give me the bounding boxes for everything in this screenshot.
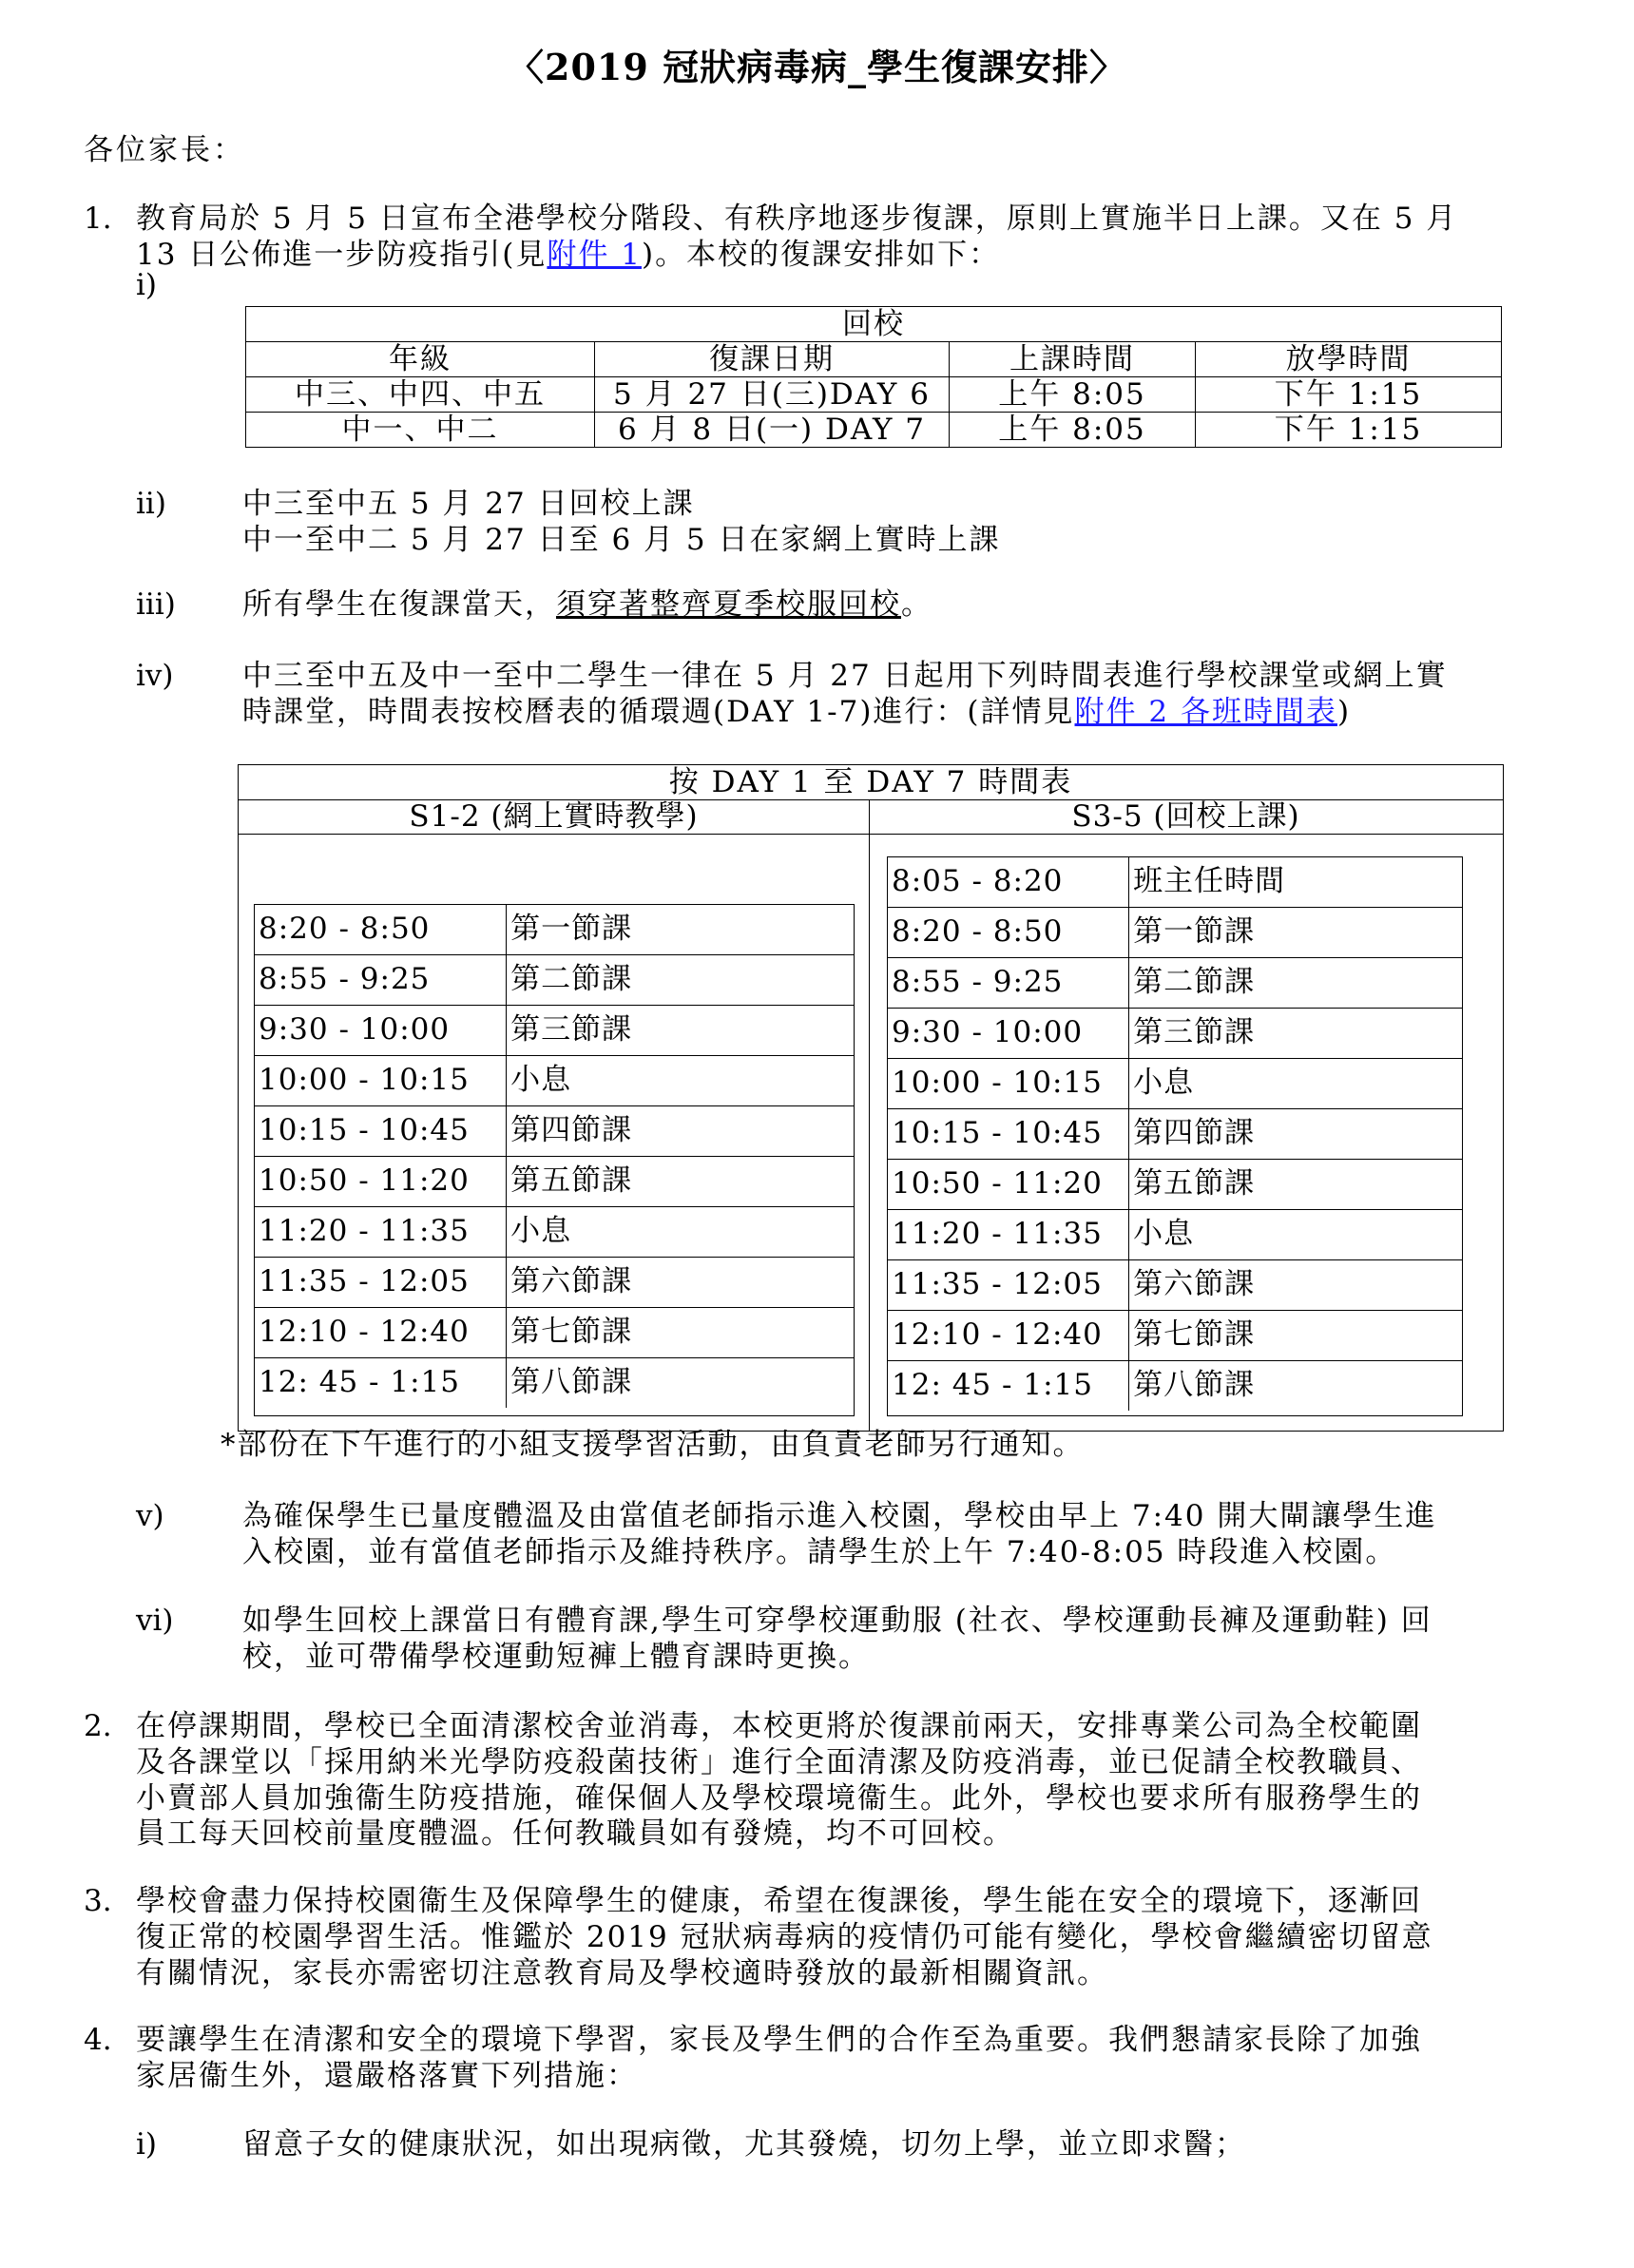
table-cell: 中三、中四、中五 [246,377,595,413]
sub-v-text [242,1499,1554,1571]
s1-2-timetable [254,904,855,1416]
item3-line: 復正常的校園學習生活。惟鑑於 2019 冠狀病毒病的疫情仍可能有變化，學校會繼續密切留意 [136,1919,1433,1954]
timetable-row [888,958,1462,1009]
timetable-row [255,1308,854,1358]
page-title: 〈2019 冠狀病毒病_學生復課安排〉 [508,46,1126,88]
item3-paragraph [136,1884,1543,1991]
table-row [246,377,1502,413]
period-time: 8:20 - 8:50 [255,905,507,955]
sub-label: ii) [136,487,166,521]
period-time: 10:15 - 10:45 [255,1106,507,1157]
timetable-row [888,1311,1462,1361]
item3-line: 學校會盡力保持校園衞生及保障學生的健康，希望在復課後，學生能在安全的環境下，逐漸回 [136,1884,1422,1918]
period-time: 8:05 - 8:20 [888,857,1129,908]
timetable-row [255,1207,854,1258]
period-time: 10:15 - 10:45 [888,1109,1129,1160]
timetable-note: *部份在下午進行的小組支援學習活動，由負責老師另行通知。 [221,1428,1085,1462]
period-time: 11:35 - 12:05 [888,1260,1129,1311]
sub-label: iii) [136,587,176,622]
table-cell: 下午 1:15 [1196,413,1502,448]
sub-v-line: 入校園，並有當值老師指示及維持秩序。請學生於上午 7:40-8:05 時段進入校園。 [242,1534,1397,1569]
period-name: 第六節課 [1129,1260,1462,1311]
period-name: 第三節課 [1129,1009,1462,1059]
item1-line: 教育局於 5 月 5 日宣布全港學校分階段、有秩序地逐步復課，原則上實施半日上課。又在 5 月 [136,202,1458,236]
sub-vi-line: 校，並可帶備學校運動短褲上體育課時更換。 [242,1639,870,1674]
s1-2-table [255,905,854,1408]
table-cell: 中一、中二 [246,413,595,448]
sub-iii-pre: 所有學生在復課當天， [242,587,556,622]
item-number: 2. [84,1709,112,1743]
item-number: 1. [84,202,112,236]
sub-label: i) [136,2127,158,2162]
column-divider [869,799,870,1431]
period-time: 10:00 - 10:15 [888,1059,1129,1109]
sub-ii-line: 中一至中二 5 月 27 日至 6 月 5 日在家網上實時上課 [242,522,1001,557]
sub-label: i) [136,268,158,302]
table-row [246,307,1502,342]
timetable-row [255,905,854,955]
s3-5-table [888,857,1462,1411]
period-name: 第二節課 [507,955,854,1006]
item2-line: 員工每天回校前量度體溫。任何教職員如有發燒，均不可回校。 [136,1816,1014,1852]
sub-ii-line: 中三至中五 5 月 27 日回校上課 [242,487,695,521]
sub-iv-line-text: ) [1336,694,1352,729]
sub-label: v) [136,1499,164,1533]
timetable-row [888,1109,1462,1160]
item1-paragraph [136,202,1543,274]
timetable-row [888,1160,1462,1210]
period-name: 第八節課 [507,1358,854,1409]
s3-5-timetable [887,856,1463,1416]
period-name: 第七節課 [507,1308,854,1358]
table-header-row [246,342,1502,377]
timetable-row [888,1260,1462,1311]
table-cell: 6 月 8 日(一) DAY 7 [595,413,950,448]
timetable-row [255,1157,854,1207]
timetable-row [255,1006,854,1056]
period-name: 第一節課 [1129,908,1462,958]
period-time: 11:20 - 11:35 [888,1210,1129,1260]
period-name: 第四節課 [1129,1109,1462,1160]
period-name: 班主任時間 [1129,857,1462,908]
sub-vi-line: 如學生回校上課當日有體育課,學生可穿學校運動服 (社衣、學校運動長褲及運動鞋) 回 [242,1604,1432,1638]
period-time: 9:30 - 10:00 [255,1006,507,1056]
period-name: 第一節課 [507,905,854,955]
sub-iii-text [242,587,1535,624]
period-name: 第二節課 [1129,958,1462,1009]
item-number: 3. [84,1884,112,1918]
sub-label: iv) [136,659,174,693]
table-header-cell: 放學時間 [1196,342,1502,377]
period-name: 小息 [507,1056,854,1106]
period-name: 第八節課 [1129,1361,1462,1412]
timetable-row [255,1106,854,1157]
sub-iii-post: 。 [901,587,932,622]
period-time: 10:50 - 11:20 [888,1160,1129,1210]
timetable-row [888,1361,1462,1412]
item4-sub-i-text: 留意子女的健康狀況，如出現病徵，尤其發燒，切勿上學，並立即求醫； [242,2127,1246,2162]
item2-line: 及各課堂以「採用納米光學防疫殺菌技術」進行全面清潔及防疫消毒，並已促請全校教職員、 [136,1744,1422,1779]
timetable-row [888,1059,1462,1109]
item2-paragraph [136,1709,1543,1853]
period-time: 12:10 - 12:40 [888,1311,1129,1361]
period-time: 9:30 - 10:00 [888,1009,1129,1059]
table-cell: 上午 8:05 [950,377,1196,413]
timetable-title: 按 DAY 1 至 DAY 7 時間表 [239,765,1503,800]
sub-vi-text [242,1604,1554,1676]
timetable-right-title: S3-5 (回校上課) [869,799,1503,835]
sub-ii-text [242,487,1535,559]
table-cell: 下午 1:15 [1196,377,1502,413]
timetable-row [255,955,854,1006]
period-name: 小息 [507,1207,854,1258]
table-cell: 5 月 27 日(三)DAY 6 [595,377,950,413]
period-time: 10:50 - 11:20 [255,1157,507,1207]
table-header-cell: 復課日期 [595,342,950,377]
sub-iv-line [242,695,1554,731]
return-schedule-table [245,306,1502,448]
attachment-2-link[interactable]: 附件 2 各班時間表 [1074,694,1337,729]
item1-line-text: 13 日公佈進一步防疫指引(見 [136,237,548,272]
timetable-row [888,1210,1462,1260]
item1-line-text: )。本校的復課安排如下： [641,237,1001,272]
period-time: 12: 45 - 1:15 [255,1358,507,1409]
timetable-row [888,908,1462,958]
greeting: 各位家長： [84,133,245,167]
period-name: 小息 [1129,1059,1462,1109]
item3-line: 有關情況，家長亦需密切注意教育局及學校適時發放的最新相關資訊。 [136,1955,1108,1990]
timetable-row [255,1056,854,1106]
timetable-box [238,764,1504,1432]
item1-line [136,238,1543,274]
period-time: 8:55 - 9:25 [888,958,1129,1009]
period-time: 12: 45 - 1:15 [888,1361,1129,1412]
sub-iv-line-text: 時課堂，時間表按校曆表的循環週(DAY 1-7)進行：(詳情見 [242,694,1075,729]
table-cell: 上午 8:05 [950,413,1196,448]
period-name: 第五節課 [1129,1160,1462,1210]
period-name: 第三節課 [507,1006,854,1056]
period-time: 11:35 - 12:05 [255,1258,507,1308]
attachment-1-link[interactable]: 附件 1 [547,237,642,272]
timetable-left-title: S1-2 (網上實時教學) [239,799,869,835]
period-time: 8:55 - 9:25 [255,955,507,1006]
period-name: 第四節課 [507,1106,854,1157]
period-time: 8:20 - 8:50 [888,908,1129,958]
period-time: 10:00 - 10:15 [255,1056,507,1106]
period-time: 12:10 - 12:40 [255,1308,507,1358]
period-name: 第六節課 [507,1258,854,1308]
table-header-cell: 上課時間 [950,342,1196,377]
timetable-row [888,857,1462,908]
sub-iv-text [242,659,1554,731]
table-row [246,413,1502,448]
timetable-row [255,1258,854,1308]
item4-line: 家居衞生外，還嚴格落實下列措施： [136,2058,638,2093]
table-title: 回校 [246,307,1502,342]
uniform-requirement: 須穿著整齊夏季校服回校 [556,587,901,622]
sub-iv-line: 中三至中五及中一至中二學生一律在 5 月 27 日起用下列時間表進行學校課堂或網上實 [242,659,1448,693]
timetable-row [888,1009,1462,1059]
period-name: 第五節課 [507,1157,854,1207]
timetable-row [255,1358,854,1409]
item2-line: 小賣部人員加強衞生防疫措施，確保個人及學校環境衞生。此外，學校也要求所有服務學生的 [136,1780,1422,1816]
sub-v-line: 為確保學生已量度體溫及由當值老師指示進入校園，學校由早上 7:40 開大閘讓學生進 [242,1499,1437,1533]
table-header-cell: 年級 [246,342,595,377]
period-time: 11:20 - 11:35 [255,1207,507,1258]
item4-line: 要讓學生在清潔和安全的環境下學習，家長及學生們的合作至為重要。我們懇請家長除了加強 [136,2023,1422,2057]
period-name: 小息 [1129,1210,1462,1260]
item4-paragraph [136,2023,1543,2095]
period-name: 第七節課 [1129,1311,1462,1361]
item-number: 4. [84,2023,112,2057]
item2-line: 在停課期間，學校已全面清潔校舍並消毒，本校更將於復課前兩天，安排專業公司為全校範圍 [136,1709,1422,1743]
sub-label: vi) [136,1604,174,1638]
